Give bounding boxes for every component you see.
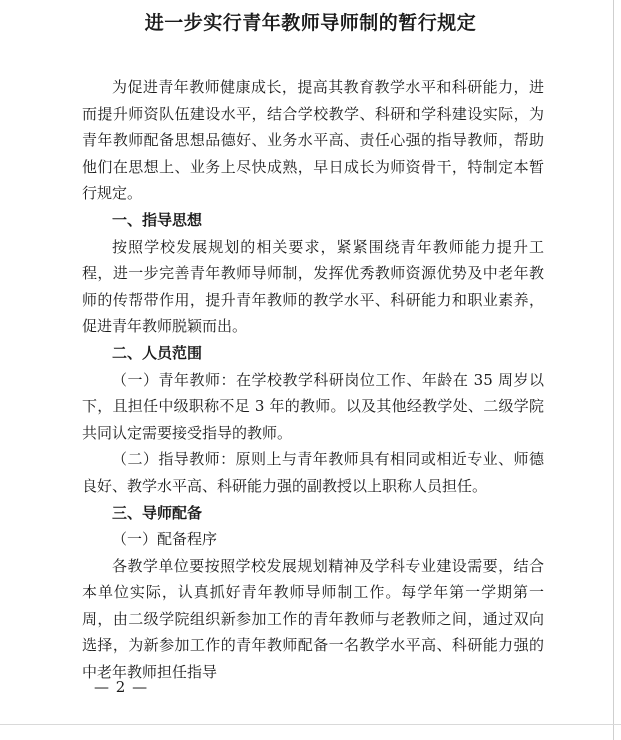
document-title: 进一步实行青年教师导师制的暂行规定 [144, 12, 477, 34]
page-edge-line [613, 0, 614, 740]
section-3-subheading: （一）配备程序 [112, 530, 218, 549]
document-body [82, 74, 544, 686]
section-3-text: 各教学单位要按照学校发展规划精神及学科专业建设需要，结合本单位实际，认真抓好青年教师导师制工作。每学年第一学期第一周，由二级学院组织新参加工作的青年教师与老教师之间，通过双向选择，为新参加工作的青年教师配备一名教学水平高、科研能力强的中老年教师担任指导 [82, 556, 544, 682]
section-3-heading: 三、导师配备 [112, 503, 203, 522]
intro-paragraph: 为促进青年教师健康成长，提高其教育教学水平和科研能力，进而提升师资队伍建设水平，结合学校教学、科研和学科建设实际，为青年教师配备思想品德好、业务水平高、责任心强的指导教师，帮助他们在思想上、业务上尽快成熟，早日成长为师资骨干，特制定本暂行规定。 [82, 78, 544, 203]
section-1-text: 按照学校发展规划的相关要求，紧紧围绕青年教师能力提升工程，进一步完善青年教师导师制，发挥优秀教师资源优势及中老年教师的传帮带作用，提升青年教师的教学水平、科研能力和职业素养，促进青年教师脱颖而出。 [82, 237, 544, 336]
page-number: — 2 — [94, 678, 149, 696]
section-2-heading: 二、人员范围 [112, 343, 203, 362]
page-bottom-line [0, 724, 621, 725]
section-1-heading: 一、指导思想 [112, 210, 203, 229]
section-2-item-1: （一）青年教师：在学校教学科研岗位工作、年龄在 35 周岁以下，且担任中级职称不足 3 年的教师。以及其他经教学处、二级学院共同认定需要接受指导的教师。 [82, 370, 544, 442]
section-2-item-2: （二）指导教师：原则上与青年教师具有相同或相近专业、师德良好、教学水平高、科研能力强的副教授以上职称人员担任。 [82, 450, 544, 495]
